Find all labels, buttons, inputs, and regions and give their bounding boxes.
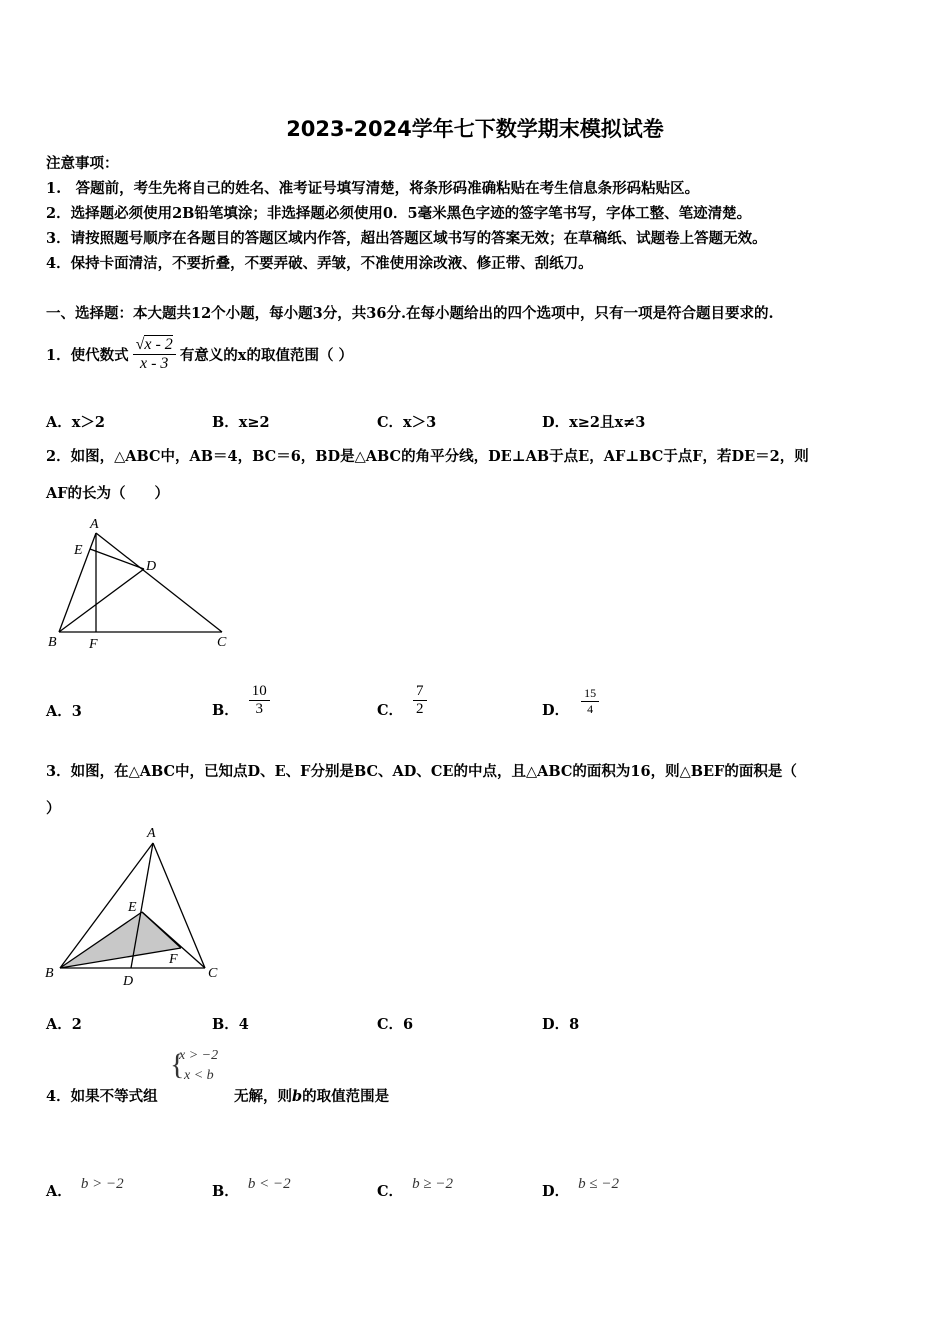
q4-option-b-math: b < −2 [247, 1176, 291, 1192]
q4-ineq-1: x > −2 [179, 1048, 219, 1063]
q4-prefix: 4．如果不等式组 [46, 1088, 158, 1105]
label-c: C [208, 966, 218, 981]
q3-option-d[interactable]: D．8 [542, 1016, 580, 1033]
q2-option-c-num: 7 [413, 683, 427, 701]
segment-ac [96, 533, 222, 632]
q4-var-b: b [292, 1088, 303, 1105]
q3-text-line1: 3．如图，在△ABC中，已知点D、E、F分别是BC、AD、CE的中点，且△ABC的面积为16，则△BEF的面积是（ [46, 763, 797, 780]
label-a: A [147, 826, 156, 841]
label-e: E [74, 543, 83, 558]
shaded-triangle-bef [60, 912, 181, 968]
q4-option-b-label: B． [212, 1183, 239, 1200]
q3-option-b[interactable]: B．4 [212, 1016, 249, 1033]
q4-suffix-b: 的取值范围是 [302, 1088, 390, 1105]
q3-option-a[interactable]: A．2 [46, 1016, 82, 1033]
q2-option-c-fraction [413, 683, 427, 718]
segment-de [90, 549, 144, 569]
page-title: 2023-2024学年七下数学期末模拟试卷 [286, 117, 664, 141]
q3-triangle-figure [40, 820, 240, 990]
notice-item-1: 1. 答题前，考生先将自己的姓名、准考证号填写清楚，将条形码准确粘贴在考生信息条形码粘贴区。 [46, 180, 700, 197]
q1-prefix: 1．使代数式 [46, 346, 129, 364]
q4-option-c-math: b ≥ −2 [412, 1176, 453, 1192]
q1-option-b[interactable]: B．x≥2 [212, 414, 270, 431]
q2-option-b-num: 10 [249, 683, 270, 701]
segment-bd [59, 569, 144, 632]
q4-suffix [234, 1085, 389, 1106]
q4-ineq-2: x < b [184, 1068, 214, 1083]
brace-icon: { [170, 1048, 185, 1081]
q1-radicand: x - 2 [144, 335, 173, 353]
label-f: F [89, 637, 98, 652]
q3-text-line2: ） [46, 800, 61, 817]
q1-numerator: √x - 2 [133, 336, 176, 355]
q1-option-c[interactable]: C．x＞3 [377, 414, 437, 431]
q2-option-c-label: C． [377, 701, 404, 719]
label-d: D [146, 559, 157, 574]
label-d: D [123, 974, 134, 989]
q2-option-d-num: 15 [581, 686, 599, 702]
q2-option-b-den: 3 [255, 700, 264, 717]
label-a: A [90, 517, 99, 532]
q2-option-d-fraction [581, 686, 599, 717]
q2-text-line1: 2．如图，△ABC中，AB＝4，BC＝6，BD是△ABC的角平分线，DE⊥AB于点E，AF⊥BC于点F，若DE＝2，则 [46, 448, 809, 465]
label-f: F [169, 952, 178, 967]
q4-option-d-label: D． [542, 1183, 570, 1200]
q2-option-b-label: B． [212, 701, 239, 719]
q4-option-a-label: A． [46, 1183, 72, 1200]
question-1 [46, 329, 353, 379]
q1-denominator: x - 3 [139, 354, 169, 372]
notice-item-4: 4．保持卡面清洁，不要折叠，不要弄破、弄皱，不准使用涂改液、修正带、刮纸刀。 [46, 255, 593, 272]
q2-triangle-figure [44, 512, 244, 657]
label-c: C [217, 635, 227, 650]
q2-option-a[interactable]: A．3 [46, 703, 82, 720]
q2-option-c[interactable] [377, 676, 427, 724]
q4-option-d[interactable] [542, 1172, 619, 1200]
q2-option-d[interactable] [542, 678, 599, 724]
q4-option-a[interactable] [46, 1172, 124, 1200]
q4-option-c[interactable] [377, 1172, 453, 1200]
notice-item-2: 2．选择题必须使用2B铅笔填涂；非选择题必须使用0．5毫米黑色字迹的签字笔书写，字体工整、笔迹清楚。 [46, 205, 752, 222]
notice-item-3: 3．请按照题号顺序在各题目的答题区域内作答，超出答题区域书写的答案无效；在草稿纸、试题卷上答题无效。 [46, 230, 767, 247]
q1-option-a[interactable]: A．x＞2 [46, 414, 105, 431]
q1-suffix: 有意义的x的取值范围（ ） [179, 346, 354, 364]
q3-option-c[interactable]: C．6 [377, 1016, 414, 1033]
label-b: B [48, 635, 57, 650]
label-b: B [45, 966, 54, 981]
q2-option-d-label: D． [542, 701, 570, 719]
q4-option-b[interactable] [212, 1172, 291, 1200]
q2-option-d-den: 4 [587, 701, 594, 716]
q2-option-b[interactable] [212, 676, 270, 724]
q2-option-c-den: 2 [416, 700, 424, 717]
notice-heading: 注意事项： [46, 155, 119, 172]
q4-option-d-math: b ≤ −2 [578, 1176, 619, 1192]
q4-suffix-a: 无解，则 [234, 1088, 292, 1105]
q1-fraction [133, 336, 176, 373]
q1-option-d[interactable]: D．x≥2且x≠3 [542, 414, 646, 431]
q2-text-line2: AF的长为（ ） [46, 485, 170, 502]
q2-option-b-fraction [249, 683, 270, 718]
section-heading: 一、选择题：本大题共12个小题，每小题3分，共36分.在每小题给出的四个选项中，只有一项是符合题目要求的. [46, 305, 774, 322]
label-e: E [128, 900, 137, 915]
q4-option-a-math: b > −2 [80, 1176, 124, 1192]
q4-option-c-label: C． [377, 1183, 404, 1200]
